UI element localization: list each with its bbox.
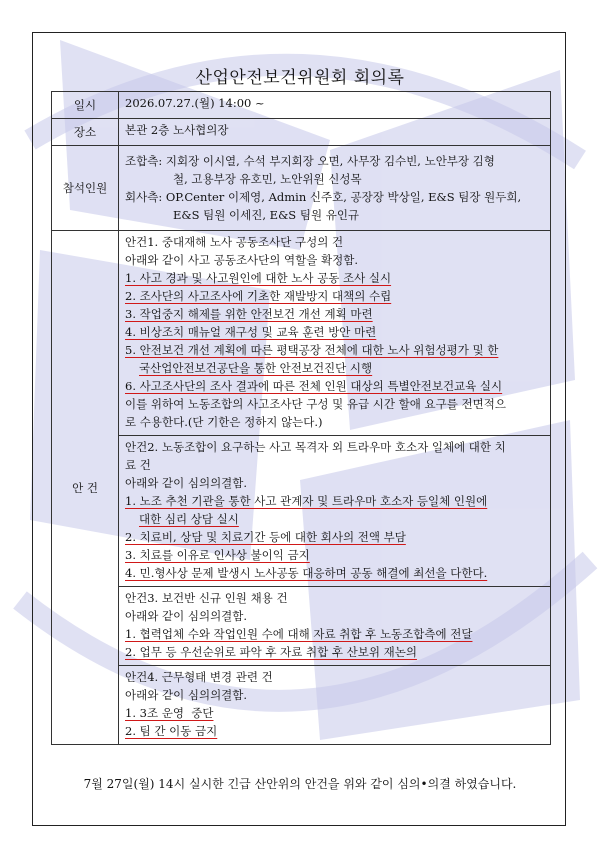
agenda-2-item-3: 3. 치료를 이유로 인사상 불이익 금지 xyxy=(125,548,310,562)
agenda-3-intro: 아래와 같이 심의의결함. xyxy=(125,609,248,623)
agenda-row xyxy=(52,231,551,745)
agenda-1-item-6: 6. 사고조사단의 조사 결과에 따른 전체 인원 대상의 특별안전보건교육 실시 xyxy=(125,379,503,393)
attendees-value xyxy=(119,146,551,231)
document-title: 산업안전보건위원회 회의록 xyxy=(195,68,405,88)
agenda-1-title: 안건1. 중대재해 노사 공동조사단 구성의 건 xyxy=(125,235,344,249)
agenda-2-item-2: 2. 치료비, 상담 및 치료기간 등에 대한 회사의 전액 부담 xyxy=(125,530,406,544)
agenda-2 xyxy=(119,436,550,587)
agenda-label: 안 건 xyxy=(52,231,119,745)
agenda-1-item-4: 4. 비상조치 매뉴얼 재구성 및 교육 훈련 방안 마련 xyxy=(125,325,377,339)
date-row xyxy=(52,92,551,119)
union-attendees-line2: 철, 고용부장 유호민, 노안위원 신성목 xyxy=(173,172,362,186)
attendees-row xyxy=(52,146,551,231)
agenda-2-title-line1: 안건2. 노동조합이 요구하는 사고 목격자 외 트라우마 호소자 일체에 대한 치 xyxy=(125,440,506,454)
agenda-3 xyxy=(119,587,550,666)
company-attendees-line1: 회사측: OP.Center 이제영, Admin 신주호, 공장장 박상일, E&S 팀장 원두희, xyxy=(125,190,522,204)
agenda-1-item-1: 1. 사고 경과 및 사고원인에 대한 노사 공동 조사 실시 xyxy=(125,271,392,285)
company-attendees-line2: E&S 팀원 이세진, E&S 팀원 유인규 xyxy=(173,208,360,222)
agenda-4-item-1: 1. 3조 운영 중단 xyxy=(125,706,214,720)
agenda-2-item-1: 1. 노조 추천 기관을 통한 사고 관계자 및 트라우마 호소자 등일체 인원에 xyxy=(125,494,488,508)
agenda-4 xyxy=(119,666,550,744)
agenda-2-title-line2: 료 건 xyxy=(125,458,151,472)
agenda-1-item-3: 3. 작업중지 해제를 위한 안전보건 개선 계획 마련 xyxy=(125,307,373,321)
place-row xyxy=(52,119,551,146)
attendees-label: 참석인원 xyxy=(52,146,119,231)
agenda-4-title: 안건4. 근무형태 변경 관련 건 xyxy=(125,670,273,684)
agenda-3-item-1: 1. 협력업체 수와 작업인원 수에 대해 자료 취합 후 노동조합측에 전달 xyxy=(125,627,473,641)
minutes-table xyxy=(51,91,551,745)
agenda-1-item-5: 5. 안전보건 개선 계획에 따른 평택공장 전체에 대한 노사 위험성평가 및 한 xyxy=(125,343,499,357)
agenda-cell xyxy=(119,231,551,745)
agenda-1-note-line1: 이를 위하여 노동조합의 사고조사단 구성 및 유급 시간 할애 요구를 전면적으 xyxy=(125,397,506,411)
date-value: 2026.07.27.(월) 14:00 ~ xyxy=(119,92,551,119)
agenda-4-item-2: 2. 팀 간 이동 금지 xyxy=(125,724,218,738)
union-attendees-line1: 조합측: 지회장 이시열, 수석 부지회장 오면, 사무장 김수빈, 노안부장 김형 xyxy=(125,154,495,168)
place-value: 본관 2층 노사협의장 xyxy=(119,119,551,146)
agenda-2-item-1-cont: 대한 심리 상담 실시 xyxy=(139,512,239,526)
agenda-2-item-4: 4. 민.형사상 문제 발생시 노사공동 대응하며 공동 해결에 최선을 다한다. xyxy=(125,566,488,580)
agenda-4-intro: 아래와 같이 심의의결함. xyxy=(125,688,248,702)
place-label: 장소 xyxy=(52,119,119,146)
date-label: 일시 xyxy=(52,92,119,119)
agenda-3-item-2: 2. 업무 등 우선순위로 파악 후 자료 취합 후 산보위 재논의 xyxy=(125,645,417,659)
agenda-2-intro: 아래와 같이 심의의결함. xyxy=(125,476,248,490)
agenda-1-item-5-cont: 국산업안전보건공단을 통한 안전보건진단 시행 xyxy=(139,361,373,375)
agenda-1 xyxy=(119,231,550,436)
agenda-1-intro: 아래와 같이 사고 공동조사단의 역할을 확정함. xyxy=(125,253,359,267)
agenda-1-item-2: 2. 조사단의 사고조사에 기초한 재발방지 대책의 수립 xyxy=(125,289,392,303)
footer-statement: 7월 27일(월) 14시 실시한 긴급 산안위의 안건을 위와 같이 심의•의결 하였습니다. xyxy=(83,777,517,791)
agenda-1-note-line2: 로 수용한다.(단 기한은 정하지 않는다.) xyxy=(125,415,323,429)
agenda-3-title: 안건3. 보건반 신규 인원 채용 건 xyxy=(125,591,288,605)
meeting-minutes-page xyxy=(32,32,566,826)
